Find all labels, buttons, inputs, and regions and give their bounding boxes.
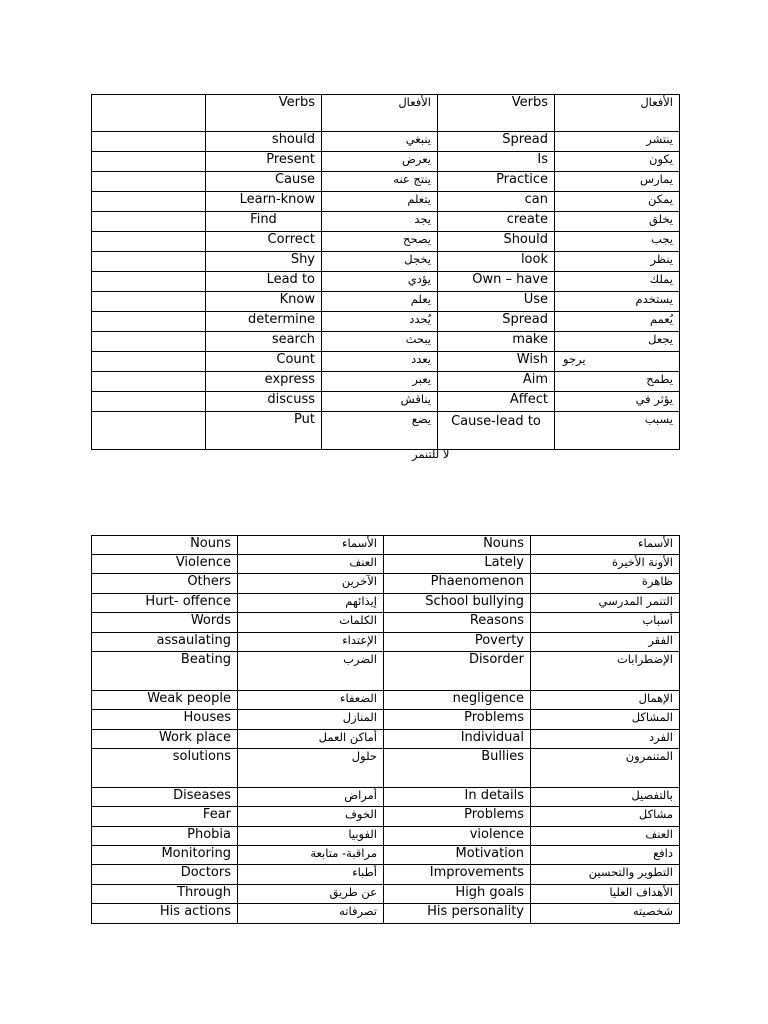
- verb-ar: ينبغي: [322, 132, 438, 152]
- nouns-header-ar-left: الأسماء: [238, 536, 384, 555]
- noun-en: Motivation: [384, 846, 531, 865]
- verb-en: should: [206, 132, 322, 152]
- noun-en: Problems: [384, 807, 531, 827]
- noun-ar: الإضطرابات: [531, 652, 680, 691]
- noun-ar: الإهمال: [531, 691, 680, 710]
- noun-en: Problems: [384, 710, 531, 730]
- noun-en: Work place: [92, 730, 238, 749]
- verb-en: Practice: [438, 172, 555, 192]
- noun-ar: أطباء: [238, 865, 384, 885]
- noun-en: Reasons: [384, 613, 531, 633]
- verb-en: Affect: [438, 392, 555, 412]
- noun-ar: أماكن العمل: [238, 730, 384, 749]
- noun-ar: الفوبيا: [238, 827, 384, 846]
- verb-en: express: [206, 372, 322, 392]
- verb-en: Aim: [438, 372, 555, 392]
- table-row: [92, 574, 680, 594]
- nouns-header-ar-right: الأسماء: [531, 536, 680, 555]
- noun-en: In details: [384, 788, 531, 807]
- verb-en: Cause-lead to: [438, 412, 555, 450]
- table-row: [92, 152, 680, 172]
- verb-ar: يصحح: [322, 232, 438, 252]
- verb-ar: ينتج عنه: [322, 172, 438, 192]
- verbs-table: [91, 94, 680, 450]
- table-row: [92, 807, 680, 827]
- noun-ar: الأونة الأخيرة: [531, 555, 680, 574]
- table-row: [92, 827, 680, 846]
- noun-en: Disorder: [384, 652, 531, 691]
- table-row: [92, 788, 680, 807]
- table-row: [92, 292, 680, 312]
- verbs-header-ar-left: الأفعال: [322, 95, 438, 132]
- verb-ar: ينظر: [555, 252, 680, 272]
- table-row: [92, 372, 680, 392]
- verb-en: can: [438, 192, 555, 212]
- noun-en: Hurt- offence: [92, 594, 238, 613]
- verbs-empty-cell: [92, 95, 206, 132]
- verb-en: Know: [206, 292, 322, 312]
- verb-en: Wish: [438, 352, 555, 372]
- noun-ar: المشاكل: [531, 710, 680, 730]
- verb-en: Use: [438, 292, 555, 312]
- verb-en: Put: [206, 412, 322, 450]
- noun-ar: تصرفاته: [238, 904, 384, 924]
- verb-ar: يمكن: [555, 192, 680, 212]
- noun-ar: أمراض: [238, 788, 384, 807]
- verb-ar: يجب: [555, 232, 680, 252]
- noun-en: Through: [92, 885, 238, 904]
- verb-en: Is: [438, 152, 555, 172]
- noun-ar: الخوف: [238, 807, 384, 827]
- noun-en: violence: [384, 827, 531, 846]
- verb-en: Should: [438, 232, 555, 252]
- verb-en: Cause: [206, 172, 322, 192]
- verb-ar: يجعل: [555, 332, 680, 352]
- verb-ar: يرجو: [555, 352, 680, 372]
- nouns-table: [91, 535, 680, 924]
- verb-ar: يبحث: [322, 332, 438, 352]
- table-row: [92, 192, 680, 212]
- verbs-header-ar-right: الأفعال: [555, 95, 680, 132]
- verb-en: Present: [206, 152, 322, 172]
- table-row: [92, 352, 680, 372]
- noun-ar: التطوير والتحسين: [531, 865, 680, 885]
- verb-ar: يستخدم: [555, 292, 680, 312]
- noun-en: Lately: [384, 555, 531, 574]
- table-row: [92, 312, 680, 332]
- noun-ar: الفقر: [531, 633, 680, 652]
- table-row: [92, 272, 680, 292]
- verb-ar: يؤدي: [322, 272, 438, 292]
- verbs-header-row: [92, 95, 680, 132]
- noun-en: School bullying: [384, 594, 531, 613]
- verb-ar: يسبب: [555, 412, 680, 450]
- verb-ar: يعبر: [322, 372, 438, 392]
- verb-ar: يُحدد: [322, 312, 438, 332]
- noun-ar: أسباب: [531, 613, 680, 633]
- noun-en: Words: [92, 613, 238, 633]
- table-row: [92, 691, 680, 710]
- nouns-header-right: Nouns: [384, 536, 531, 555]
- noun-ar: الضعفاء: [238, 691, 384, 710]
- noun-ar: التنمر المدرسي: [531, 594, 680, 613]
- noun-ar: عن طريق: [238, 885, 384, 904]
- noun-en: Weak people: [92, 691, 238, 710]
- noun-ar: دافع: [531, 846, 680, 865]
- noun-ar: بالتفصيل: [531, 788, 680, 807]
- verb-en: Lead to: [206, 272, 322, 292]
- table-row: [92, 730, 680, 749]
- table-row: [92, 594, 680, 613]
- verb-en: discuss: [206, 392, 322, 412]
- verb-en: determine: [206, 312, 322, 332]
- table-row: [92, 846, 680, 865]
- verb-ar: ينتشر: [555, 132, 680, 152]
- noun-en: Violence: [92, 555, 238, 574]
- noun-ar: الكلمات: [238, 613, 384, 633]
- table-row: [92, 212, 680, 232]
- verb-ar: يخجل: [322, 252, 438, 272]
- verb-ar: يطمح: [555, 372, 680, 392]
- verb-ar: يعلم: [322, 292, 438, 312]
- noun-en: Improvements: [384, 865, 531, 885]
- verbs-header-left: Verbs: [206, 95, 322, 132]
- verb-en: search: [206, 332, 322, 352]
- noun-en: Beating: [92, 652, 238, 691]
- noun-ar: الأهداف العليا: [531, 885, 680, 904]
- noun-ar: مشاكل: [531, 807, 680, 827]
- noun-en: His actions: [92, 904, 238, 924]
- verb-en: Count: [206, 352, 322, 372]
- noun-en: assaulating: [92, 633, 238, 652]
- table-row: [92, 633, 680, 652]
- noun-ar: حلول: [238, 749, 384, 788]
- verb-ar: يملك: [555, 272, 680, 292]
- verb-ar: يناقش: [322, 392, 438, 412]
- table-row: [92, 132, 680, 152]
- table-row: [92, 865, 680, 885]
- verb-ar: يضع: [322, 412, 438, 450]
- noun-ar: الضرب: [238, 652, 384, 691]
- table-row: [92, 710, 680, 730]
- verb-ar: يجد: [322, 212, 438, 232]
- noun-en: Poverty: [384, 633, 531, 652]
- noun-ar: إيذائهم: [238, 594, 384, 613]
- table-row: [92, 172, 680, 192]
- table-row: [92, 613, 680, 633]
- noun-ar: ظاهرة: [531, 574, 680, 594]
- verb-ar: يعدد: [322, 352, 438, 372]
- table-row: [92, 252, 680, 272]
- noun-en: Individual: [384, 730, 531, 749]
- verb-en: Spread: [438, 312, 555, 332]
- table-row: [92, 904, 680, 924]
- table-row: [92, 555, 680, 574]
- noun-en: Monitoring: [92, 846, 238, 865]
- verb-en: Spread: [438, 132, 555, 152]
- noun-en: Fear: [92, 807, 238, 827]
- verb-ar: يؤثر في: [555, 392, 680, 412]
- noun-en: Diseases: [92, 788, 238, 807]
- noun-en: Doctors: [92, 865, 238, 885]
- noun-en: Bullies: [384, 749, 531, 788]
- noun-en: negligence: [384, 691, 531, 710]
- noun-en: Phaenomenon: [384, 574, 531, 594]
- noun-en: Phobia: [92, 827, 238, 846]
- noun-ar: العنف: [238, 555, 384, 574]
- noun-ar: المنازل: [238, 710, 384, 730]
- verbs-caption: لا للتنمر: [412, 447, 450, 461]
- nouns-header-left: Nouns: [92, 536, 238, 555]
- table-row: [92, 392, 680, 412]
- noun-ar: شخصيته: [531, 904, 680, 924]
- noun-en: High goals: [384, 885, 531, 904]
- noun-en: His personality: [384, 904, 531, 924]
- verb-en: Own – have: [438, 272, 555, 292]
- verb-ar: يكون: [555, 152, 680, 172]
- verb-ar: يخلق: [555, 212, 680, 232]
- verb-ar: يُعمم: [555, 312, 680, 332]
- verb-ar: يعرض: [322, 152, 438, 172]
- verb-en: look: [438, 252, 555, 272]
- noun-en: solutions: [92, 749, 238, 788]
- verb-en: Find: [206, 212, 322, 232]
- verbs-header-right: Verbs: [438, 95, 555, 132]
- table-row: [92, 652, 680, 691]
- table-row: [92, 412, 680, 450]
- table-row: [92, 232, 680, 252]
- noun-ar: العنف: [531, 827, 680, 846]
- verb-en: Correct: [206, 232, 322, 252]
- noun-en: Others: [92, 574, 238, 594]
- table-row: [92, 885, 680, 904]
- verb-ar: يتعلم: [322, 192, 438, 212]
- noun-ar: مراقبة- متابعة: [238, 846, 384, 865]
- noun-ar: الآخرين: [238, 574, 384, 594]
- verb-en: Shy: [206, 252, 322, 272]
- verb-en: Learn-know: [206, 192, 322, 212]
- nouns-header-row: [92, 536, 680, 555]
- table-row: [92, 749, 680, 788]
- noun-ar: الفرد: [531, 730, 680, 749]
- table-row: [92, 332, 680, 352]
- verb-en: make: [438, 332, 555, 352]
- noun-en: Houses: [92, 710, 238, 730]
- verb-ar: يمارس: [555, 172, 680, 192]
- noun-ar: المتنمرون: [531, 749, 680, 788]
- verb-en: create: [438, 212, 555, 232]
- noun-ar: الإعتداء: [238, 633, 384, 652]
